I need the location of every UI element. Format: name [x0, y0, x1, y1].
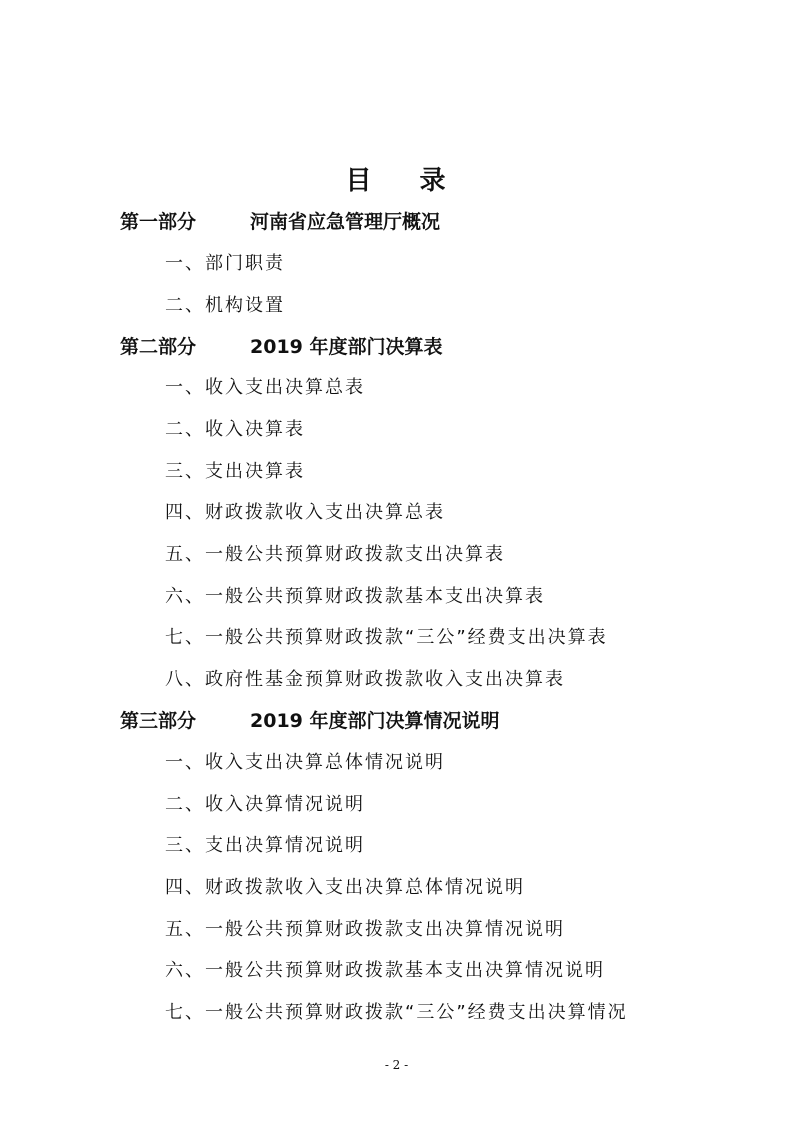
toc-part-1[interactable] — [120, 202, 440, 242]
toc-item[interactable]: 四、财政拨款收入支出决算总表 — [165, 502, 445, 523]
toc-item[interactable]: 一、收入支出决算总体情况说明 — [165, 752, 445, 773]
part-title: 2019 年度部门决算情况说明 — [250, 710, 500, 732]
toc-part-2[interactable] — [120, 327, 443, 367]
part-number: 第一部分 — [120, 211, 197, 233]
toc-item[interactable]: 三、支出决算表 — [165, 461, 305, 482]
toc-part-3[interactable] — [120, 701, 500, 741]
toc-item[interactable]: 二、收入决算情况说明 — [165, 794, 365, 815]
toc-item[interactable]: 八、政府性基金预算财政拨款收入支出决算表 — [165, 669, 565, 690]
toc-item[interactable]: 二、机构设置 — [165, 295, 285, 316]
toc-item[interactable]: 六、一般公共预算财政拨款基本支出决算表 — [165, 586, 545, 607]
toc-item[interactable]: 一、收入支出决算总表 — [165, 377, 365, 398]
toc-title-left: 目 — [345, 166, 374, 196]
toc-title — [0, 160, 793, 197]
part-number: 第三部分 — [120, 710, 197, 732]
toc-item[interactable]: 六、一般公共预算财政拨款基本支出决算情况说明 — [165, 960, 605, 981]
toc-item[interactable]: 一、部门职责 — [165, 253, 285, 274]
toc-item[interactable]: 七、一般公共预算财政拨款“三公”经费支出决算表 — [165, 627, 608, 648]
part-title: 2019 年度部门决算表 — [250, 336, 443, 358]
toc-item[interactable]: 五、一般公共预算财政拨款支出决算情况说明 — [165, 919, 565, 940]
part-number: 第二部分 — [120, 336, 197, 358]
toc-item[interactable]: 五、一般公共预算财政拨款支出决算表 — [165, 544, 505, 565]
page-number: - 2 - — [384, 1058, 409, 1072]
toc-title-right: 录 — [419, 166, 448, 196]
part-title: 河南省应急管理厅概况 — [250, 211, 441, 233]
toc-item[interactable]: 四、财政拨款收入支出决算总体情况说明 — [165, 877, 525, 898]
toc-item[interactable]: 二、收入决算表 — [165, 419, 305, 440]
toc-item[interactable]: 三、支出决算情况说明 — [165, 835, 365, 856]
toc-item[interactable]: 七、一般公共预算财政拨款“三公”经费支出决算情况 — [165, 1002, 628, 1023]
